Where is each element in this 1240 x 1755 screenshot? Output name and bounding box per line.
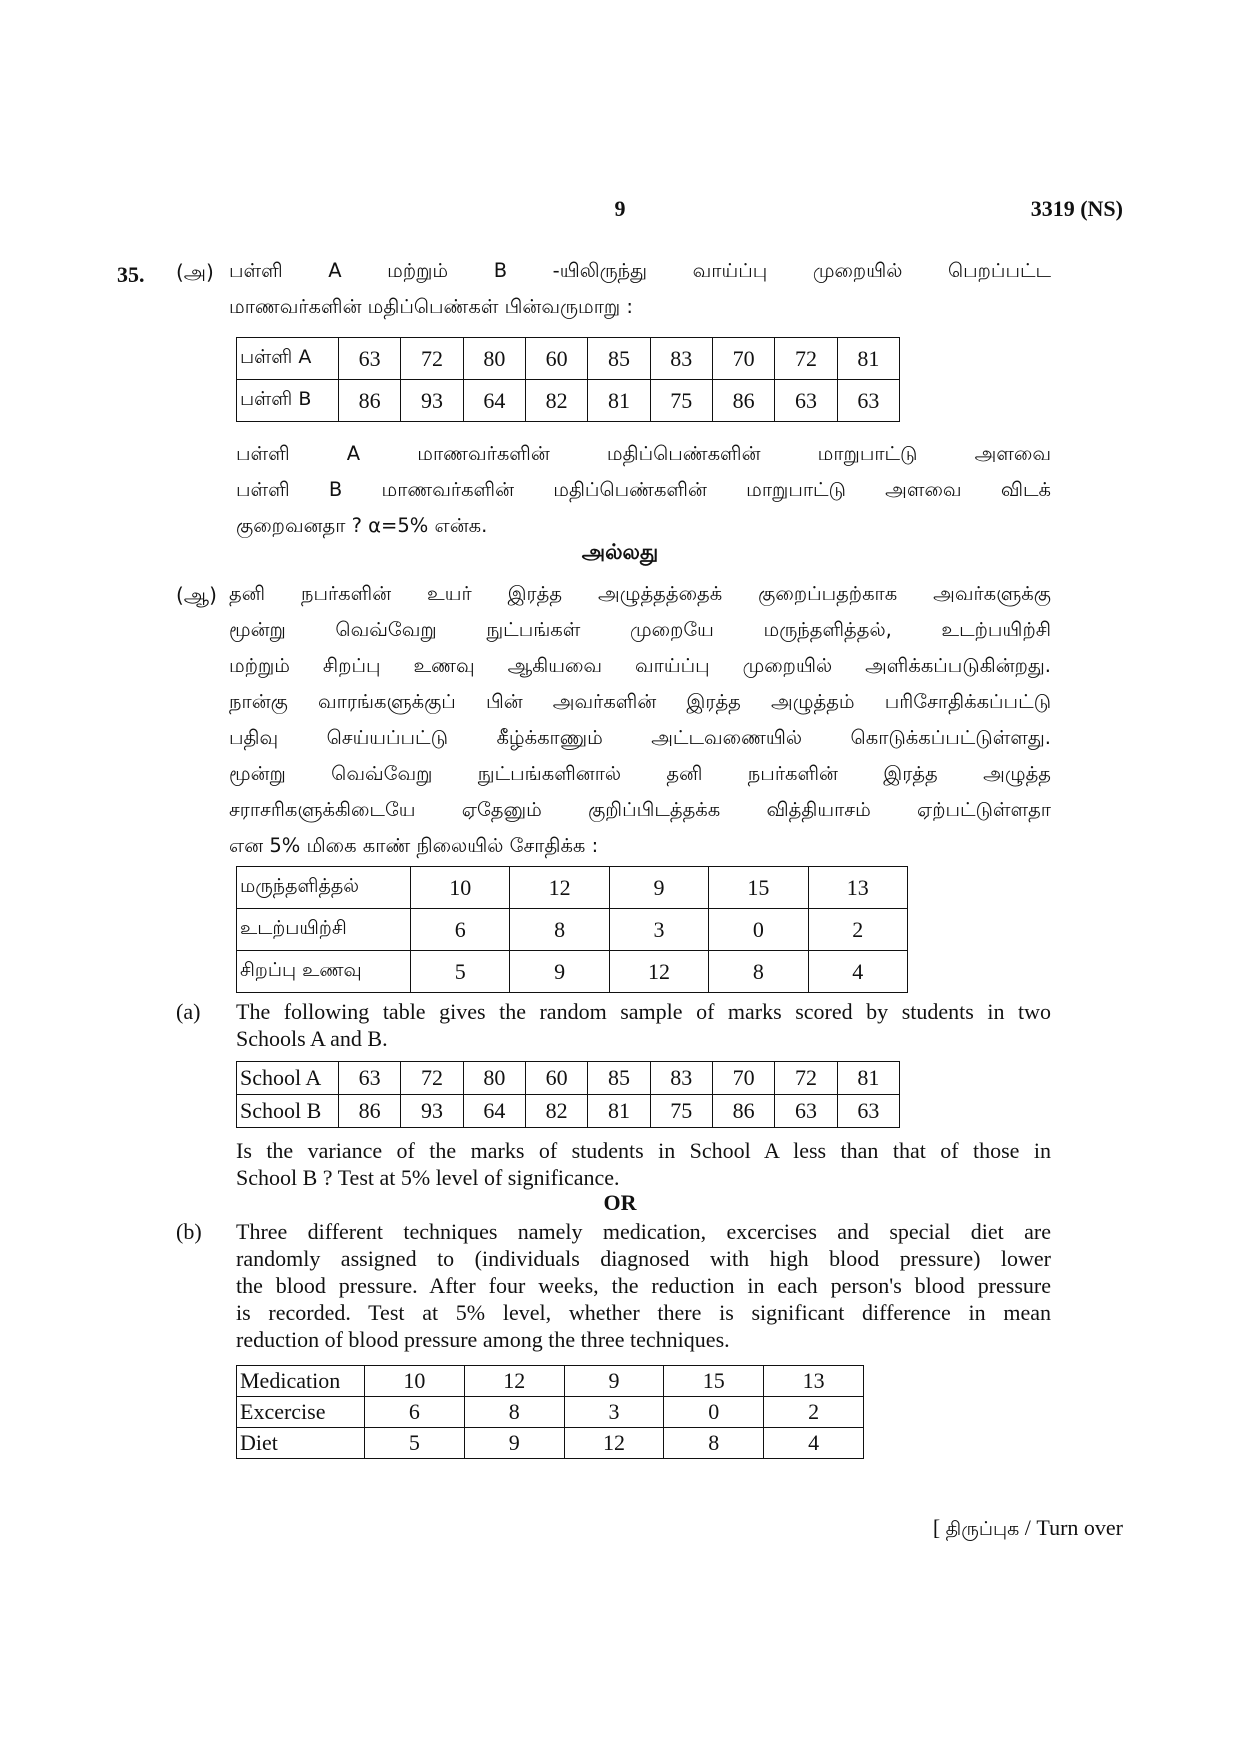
- table-cell: 9: [609, 867, 708, 909]
- tamil-part-a-label: (அ): [176, 260, 214, 284]
- table-cell: 72: [401, 1062, 463, 1095]
- english-b-line-3: the blood pressure. After four weeks, the reduction in each person's blood pressure: [236, 1273, 1051, 1298]
- row-label: Medication: [237, 1366, 365, 1397]
- table-cell: 86: [339, 380, 401, 422]
- tamil-b-line-1: தனி நபர்களின் உயர் இரத்த அழுத்தத்தைக் குறைப்பதற்காக அவர்களுக்கு: [229, 582, 1051, 605]
- english-part-b-text: [236, 1218, 1051, 1353]
- tamil-or-divider: அல்லது: [581, 540, 659, 564]
- row-label: Diet: [237, 1428, 365, 1459]
- tamil-b-line-6: மூன்று வெவ்வேறு நுட்பங்களினால் தனி நபர்களின் இரத்த அழுத்த: [229, 762, 1051, 785]
- tamil-school-marks-table: [236, 337, 900, 422]
- paper-code: 3319 (NS): [1030, 196, 1123, 221]
- footer-english: Turn over: [1036, 1515, 1123, 1540]
- table-cell: 85: [588, 338, 650, 380]
- english-b-line-4: is recorded. Test at 5% level, whether there is significant difference in mean: [236, 1300, 1051, 1325]
- table-cell: 9: [464, 1428, 564, 1459]
- table-row: [237, 338, 900, 380]
- table-cell: 9: [510, 951, 609, 993]
- table-cell: 83: [650, 338, 712, 380]
- table-cell: 64: [463, 380, 525, 422]
- table-cell: 81: [837, 1062, 899, 1095]
- tamil-a-intro-line-2: மாணவர்களின் மதிப்பெண்கள் பின்வருமாறு :: [229, 295, 634, 318]
- footer-separator: /: [1024, 1515, 1031, 1540]
- table-cell: 6: [365, 1397, 465, 1428]
- table-cell: 12: [609, 951, 708, 993]
- table-cell: 63: [339, 338, 401, 380]
- english-a-question-line-1: Is the variance of the marks of students in School A less than that of those in: [236, 1138, 1051, 1163]
- table-cell: 64: [463, 1095, 525, 1128]
- english-part-a-label: (a): [176, 999, 201, 1024]
- table-row: [237, 1062, 900, 1095]
- table-cell: 80: [463, 1062, 525, 1095]
- table-row: [237, 1366, 864, 1397]
- table-cell: 2: [808, 909, 907, 951]
- table-cell: 86: [339, 1095, 401, 1128]
- table-cell: 9: [564, 1366, 664, 1397]
- table-cell: 86: [712, 1095, 774, 1128]
- tamil-a-intro-line-1: பள்ளி A மற்றும் B -யிலிருந்து வாய்ப்பு முறையில் பெறப்பட்ட: [229, 259, 1051, 282]
- tamil-part-a-question: [236, 436, 1051, 544]
- question-number: 35.: [117, 262, 145, 287]
- page-number: 9: [614, 196, 626, 221]
- tamil-b-line-3: மற்றும் சிறப்பு உணவு ஆகியவை வாய்ப்பு முறையில் அளிக்கப்படுகின்றது.: [229, 654, 1051, 677]
- table-cell: 72: [775, 1062, 837, 1095]
- row-label: மருந்தளித்தல்: [237, 867, 411, 909]
- english-part-a-intro: [236, 998, 1051, 1052]
- tamil-b-line-4: நான்கு வாரங்களுக்குப் பின் அவர்களின் இரத்த அழுத்தம் பரிசோதிக்கப்பட்டு: [229, 690, 1051, 713]
- row-label: பள்ளி A: [237, 338, 339, 380]
- tamil-b-line-7: சராசரிகளுக்கிடையே ஏதேனும் குறிப்பிடத்தக்க வித்தியாசம் ஏற்பட்டுள்ளதா: [229, 798, 1051, 821]
- footer-bracket: [: [932, 1515, 941, 1540]
- table-cell: 0: [709, 909, 808, 951]
- footer-tamil: திருப்புக: [945, 1518, 1020, 1540]
- table-cell: 85: [588, 1062, 650, 1095]
- table-cell: 5: [411, 951, 510, 993]
- table-cell: 60: [525, 1062, 587, 1095]
- english-b-line-1: Three different techniques namely medication, excercises and special diet are: [236, 1219, 1051, 1244]
- row-label: சிறப்பு உணவு: [237, 951, 411, 993]
- tamil-part-b-label: (ஆ): [176, 583, 217, 607]
- table-cell: 81: [588, 1095, 650, 1128]
- table-cell: 63: [775, 380, 837, 422]
- table-cell: 6: [411, 909, 510, 951]
- table-cell: 70: [712, 338, 774, 380]
- english-blood-pressure-table: [236, 1365, 864, 1459]
- table-cell: 4: [764, 1428, 864, 1459]
- table-cell: 63: [775, 1095, 837, 1128]
- table-cell: 10: [411, 867, 510, 909]
- table-cell: 8: [510, 909, 609, 951]
- tamil-a-question-line-2: பள்ளி B மாணவர்களின் மதிப்பெண்களின் மாறுபாட்டு அளவை விடக்: [236, 478, 1051, 501]
- table-cell: 70: [712, 1062, 774, 1095]
- table-cell: 3: [609, 909, 708, 951]
- table-cell: 12: [564, 1428, 664, 1459]
- table-cell: 81: [837, 338, 899, 380]
- english-part-b-label: (b): [176, 1219, 202, 1244]
- table-cell: 15: [664, 1366, 764, 1397]
- table-cell: 75: [650, 1095, 712, 1128]
- table-cell: 2: [764, 1397, 864, 1428]
- table-cell: 13: [808, 867, 907, 909]
- row-label: உடற்பயிற்சி: [237, 909, 411, 951]
- table-cell: 93: [401, 380, 463, 422]
- table-cell: 80: [463, 338, 525, 380]
- tamil-part-b-text: [229, 576, 1051, 864]
- table-cell: 86: [712, 380, 774, 422]
- table-cell: 63: [339, 1062, 401, 1095]
- tamil-b-line-2: மூன்று வெவ்வேறு நுட்பங்கள் முறையே மருந்தளித்தல், உடற்பயிற்சி: [229, 618, 1051, 641]
- table-cell: 82: [525, 1095, 587, 1128]
- table-row: [237, 1397, 864, 1428]
- table-cell: 8: [464, 1397, 564, 1428]
- table-cell: 72: [401, 338, 463, 380]
- table-row: [237, 1095, 900, 1128]
- table-cell: 60: [525, 338, 587, 380]
- table-row: [237, 951, 908, 993]
- tamil-blood-pressure-table: [236, 866, 908, 993]
- table-cell: 12: [510, 867, 609, 909]
- english-part-a-question: [236, 1137, 1051, 1191]
- table-cell: 10: [365, 1366, 465, 1397]
- tamil-b-line-5: பதிவு செய்யப்பட்டு கீழ்க்காணும் அட்டவணையில் கொடுக்கப்பட்டுள்ளது.: [229, 726, 1051, 749]
- row-label: பள்ளி B: [237, 380, 339, 422]
- row-label: School B: [237, 1095, 339, 1128]
- table-cell: 83: [650, 1062, 712, 1095]
- table-cell: 82: [525, 380, 587, 422]
- table-cell: 72: [775, 338, 837, 380]
- table-cell: 63: [837, 380, 899, 422]
- table-row: [237, 909, 908, 951]
- table-cell: 8: [664, 1428, 764, 1459]
- english-a-intro-line-2: Schools A and B.: [236, 1026, 388, 1051]
- row-label: Excercise: [237, 1397, 365, 1428]
- english-school-marks-table: [236, 1061, 900, 1128]
- table-cell: 15: [709, 867, 808, 909]
- tamil-part-a-intro: [229, 253, 1051, 325]
- table-cell: 63: [837, 1095, 899, 1128]
- tamil-a-question-line-1: பள்ளி A மாணவர்களின் மதிப்பெண்களின் மாறுபாட்டு அளவை: [236, 442, 1051, 465]
- turn-over-footer: [933, 1515, 1123, 1543]
- row-label: School A: [237, 1062, 339, 1095]
- table-cell: 8: [709, 951, 808, 993]
- table-cell: 0: [664, 1397, 764, 1428]
- table-cell: 13: [764, 1366, 864, 1397]
- table-cell: 3: [564, 1397, 664, 1428]
- table-row: [237, 867, 908, 909]
- tamil-a-question-line-3: குறைவனதா ? α=5% என்க.: [236, 514, 488, 537]
- table-cell: 81: [588, 380, 650, 422]
- english-or-divider: OR: [603, 1190, 637, 1215]
- table-cell: 12: [464, 1366, 564, 1397]
- table-cell: 4: [808, 951, 907, 993]
- table-row: [237, 1428, 864, 1459]
- table-cell: 5: [365, 1428, 465, 1459]
- english-a-question-line-2: School B ? Test at 5% level of significance.: [236, 1165, 620, 1190]
- table-row: [237, 380, 900, 422]
- tamil-b-line-8: என 5% மிகை காண் நிலையில் சோதிக்க :: [229, 834, 599, 857]
- english-a-intro-line-1: The following table gives the random sample of marks scored by students in two: [236, 999, 1051, 1024]
- table-cell: 93: [401, 1095, 463, 1128]
- english-b-line-5: reduction of blood pressure among the three techniques.: [236, 1327, 730, 1352]
- english-b-line-2: randomly assigned to (individuals diagnosed with high blood pressure) lower: [236, 1246, 1051, 1271]
- table-cell: 75: [650, 380, 712, 422]
